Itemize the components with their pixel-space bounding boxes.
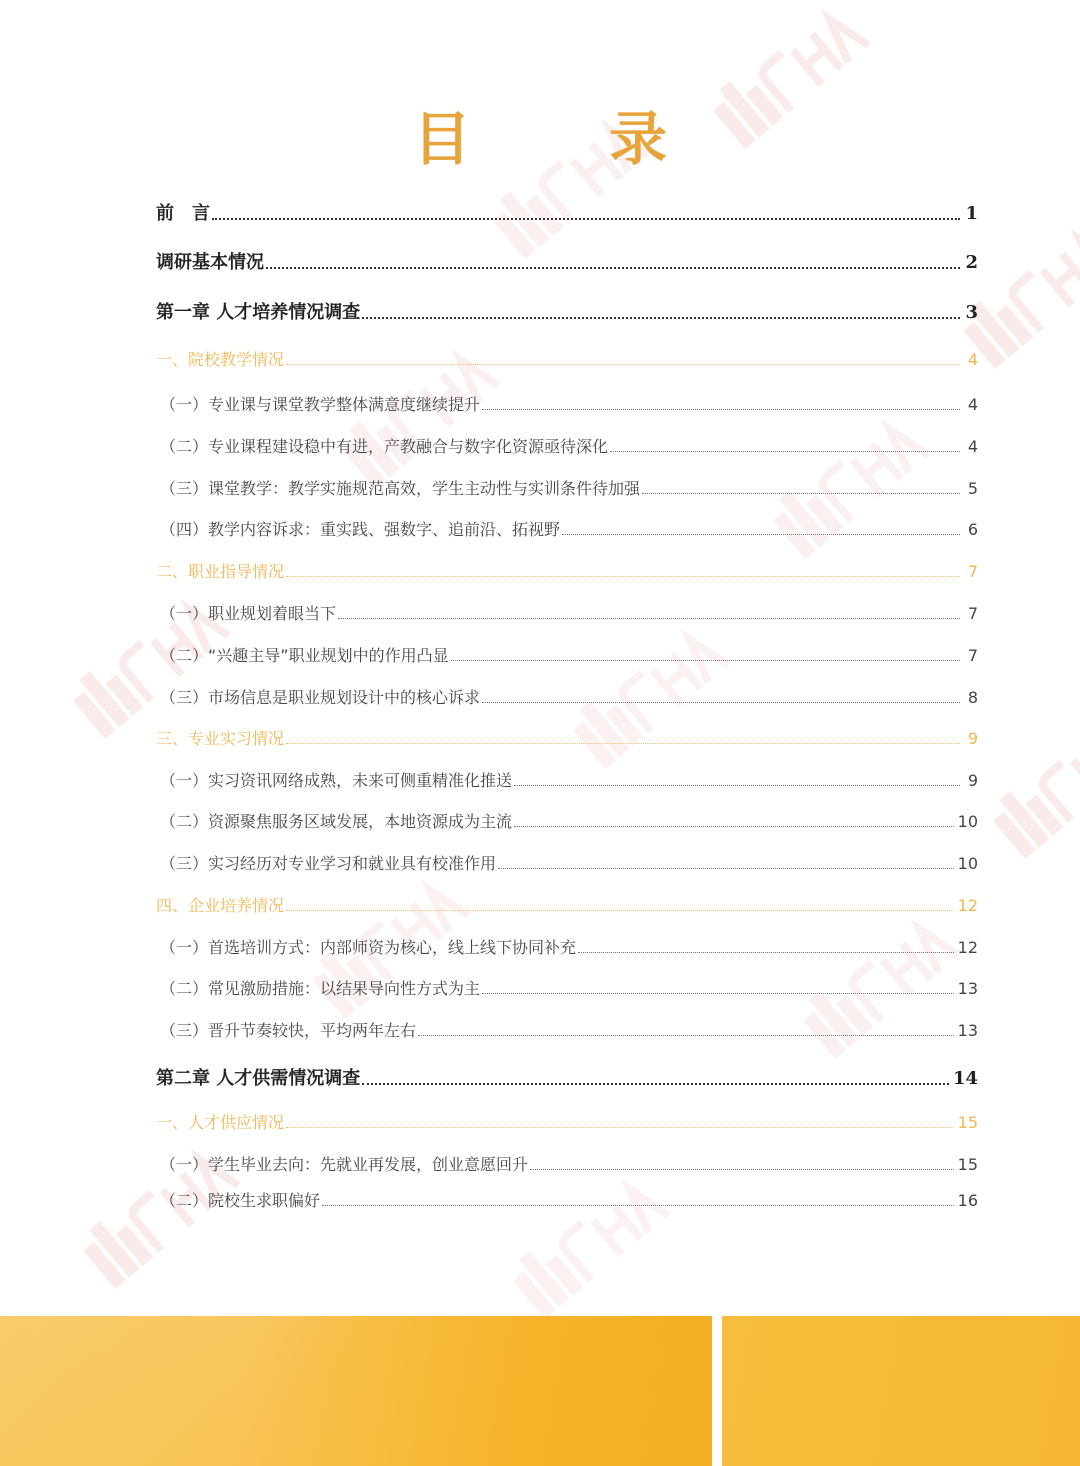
- toc-entry-sub[interactable]: [156, 1015, 978, 1045]
- toc-dot-leader: [482, 409, 960, 410]
- toc-page-number: 7: [967, 604, 978, 623]
- toc-dot-leader: [514, 785, 960, 786]
- toc-entry-title: （一）职业规划着眼当下: [160, 604, 337, 623]
- toc-entry-title: （二）“兴趣主导”职业规划中的作用凸显: [160, 646, 449, 665]
- toc-dot-leader: [451, 660, 960, 661]
- toc-entry-title: 第一章 人才培养情况调查: [156, 302, 361, 323]
- toc-entry-sub[interactable]: [156, 598, 978, 628]
- toc-page-number: 8: [967, 688, 978, 707]
- toc-page-number: 15: [957, 1155, 978, 1174]
- toc-entry-title: （二）资源聚焦服务区域发展，本地资源成为主流: [160, 812, 513, 831]
- toc-dot-leader: [610, 451, 960, 452]
- toc-page-number: 16: [957, 1191, 978, 1210]
- toc-entry-sub[interactable]: [156, 1149, 978, 1179]
- toc-dot-leader: [286, 910, 954, 911]
- toc-entry-sub[interactable]: [156, 682, 978, 712]
- toc-page-number: 4: [967, 350, 978, 369]
- toc-entry-section[interactable]: [156, 890, 978, 920]
- toc-entry-sub[interactable]: [156, 514, 978, 544]
- toc-entry-chapter[interactable]: [156, 247, 978, 277]
- toc-entry-title: （三）实习经历对专业学习和就业具有校准作用: [160, 854, 497, 873]
- toc-entry-sub[interactable]: [156, 431, 978, 461]
- toc-entry-title: （四）教学内容诉求：重实践、强数字、追前沿、拓视野: [160, 520, 561, 539]
- toc-dot-leader: [286, 576, 960, 577]
- toc-entry-sub[interactable]: [156, 765, 978, 795]
- toc-page-number: 4: [967, 437, 978, 456]
- toc-page-number: 12: [957, 896, 978, 915]
- toc-page-number: 7: [967, 646, 978, 665]
- toc-entry-chapter[interactable]: [156, 297, 978, 327]
- toc-entry-sub[interactable]: [156, 806, 978, 836]
- toc-entry-title: （一）首选培训方式：内部师资为核心，线上线下协同补充: [160, 938, 577, 957]
- toc-dot-leader: [642, 493, 960, 494]
- toc-page-number: 3: [965, 302, 978, 323]
- toc-entry-title: （一）实习资讯网络成熟，未来可侧重精准化推送: [160, 771, 513, 790]
- toc-entry-title: 前 言: [156, 203, 210, 224]
- toc-dot-leader: [498, 868, 954, 869]
- toc-entry-sub[interactable]: [156, 640, 978, 670]
- toc-dot-leader: [322, 1205, 954, 1206]
- toc-page-number: 15: [957, 1113, 978, 1132]
- toc-page-number: 1: [965, 203, 978, 224]
- toc-entry-title: （三）课堂教学：教学实施规范高效，学生主动性与实训条件待加强: [160, 479, 641, 498]
- toc-entry-title: 调研基本情况: [156, 252, 264, 273]
- toc-dot-leader: [530, 1169, 954, 1170]
- toc-page-number: 13: [957, 979, 978, 998]
- toc-dot-leader: [266, 267, 960, 269]
- toc-entry-chapter[interactable]: [156, 1063, 978, 1093]
- toc-page-number: 12: [957, 938, 978, 957]
- footer-band-right: [722, 1316, 1080, 1466]
- toc-entry-section[interactable]: [156, 723, 978, 753]
- toc-dot-leader: [286, 743, 960, 744]
- toc-entry-sub[interactable]: [156, 1185, 978, 1215]
- toc-dot-leader: [286, 364, 960, 365]
- toc-dot-leader: [482, 702, 960, 703]
- toc-entry-sub[interactable]: [156, 473, 978, 503]
- toc-dot-leader: [482, 993, 954, 994]
- toc-entry-title: 三、专业实习情况: [156, 729, 285, 748]
- toc-entry-title: 一、院校教学情况: [156, 350, 285, 369]
- toc-dot-leader: [562, 534, 960, 535]
- toc-page-number: 6: [967, 520, 978, 539]
- toc-page-number: 2: [965, 252, 978, 273]
- toc-entry-title: （一）学生毕业去向：先就业再发展，创业意愿回升: [160, 1155, 529, 1174]
- toc-entry-sub[interactable]: [156, 932, 978, 962]
- toc-entry-title: （二）常见激励措施：以结果导向性方式为主: [160, 979, 481, 998]
- watermark-logo-icon: [980, 720, 1080, 880]
- toc-entry-title: 二、职业指导情况: [156, 562, 285, 581]
- toc-dot-leader: [338, 618, 960, 619]
- toc-page-number: 10: [957, 854, 978, 873]
- toc-entry-section[interactable]: [156, 1107, 978, 1137]
- toc-page-number: 9: [967, 771, 978, 790]
- toc-page-number: 9: [967, 729, 978, 748]
- toc-entry-sub[interactable]: [156, 848, 978, 878]
- toc-entry-section[interactable]: [156, 556, 978, 586]
- toc-entry-section[interactable]: [156, 344, 978, 374]
- toc-dot-leader: [514, 826, 954, 827]
- toc-entry-title: （一）专业课与课堂教学整体满意度继续提升: [160, 395, 481, 414]
- toc-page-number: 14: [952, 1068, 978, 1089]
- toc-dot-leader: [418, 1035, 954, 1036]
- toc-entry-title: 第二章 人才供需情况调查: [156, 1068, 361, 1089]
- toc-entry-sub[interactable]: [156, 389, 978, 419]
- toc-entry-title: （二）专业课程建设稳中有进，产教融合与数字化资源亟待深化: [160, 437, 609, 456]
- page-title: 目 录: [412, 105, 707, 173]
- toc-entry-title: （三）晋升节奏较快，平均两年左右: [160, 1021, 417, 1040]
- toc-page-number: 10: [957, 812, 978, 831]
- toc-entry-title: （三）市场信息是职业规划设计中的核心诉求: [160, 688, 481, 707]
- toc-dot-leader: [212, 218, 960, 220]
- toc-dot-leader: [362, 317, 960, 319]
- toc-entry-title: 一、人才供应情况: [156, 1113, 285, 1132]
- toc-page-number: 13: [957, 1021, 978, 1040]
- toc-entry-sub[interactable]: [156, 973, 978, 1003]
- toc-dot-leader: [362, 1083, 949, 1085]
- toc-page-number: 7: [967, 562, 978, 581]
- toc-page-number: 4: [967, 395, 978, 414]
- toc-entry-title: （二）院校生求职偏好: [160, 1191, 321, 1210]
- toc-dot-leader: [578, 952, 954, 953]
- toc-page-number: 5: [967, 479, 978, 498]
- toc-entry-title: 四、企业培养情况: [156, 896, 285, 915]
- toc-entry-chapter[interactable]: [156, 198, 978, 228]
- toc-dot-leader: [286, 1127, 954, 1128]
- footer-band-shade: [0, 1316, 712, 1466]
